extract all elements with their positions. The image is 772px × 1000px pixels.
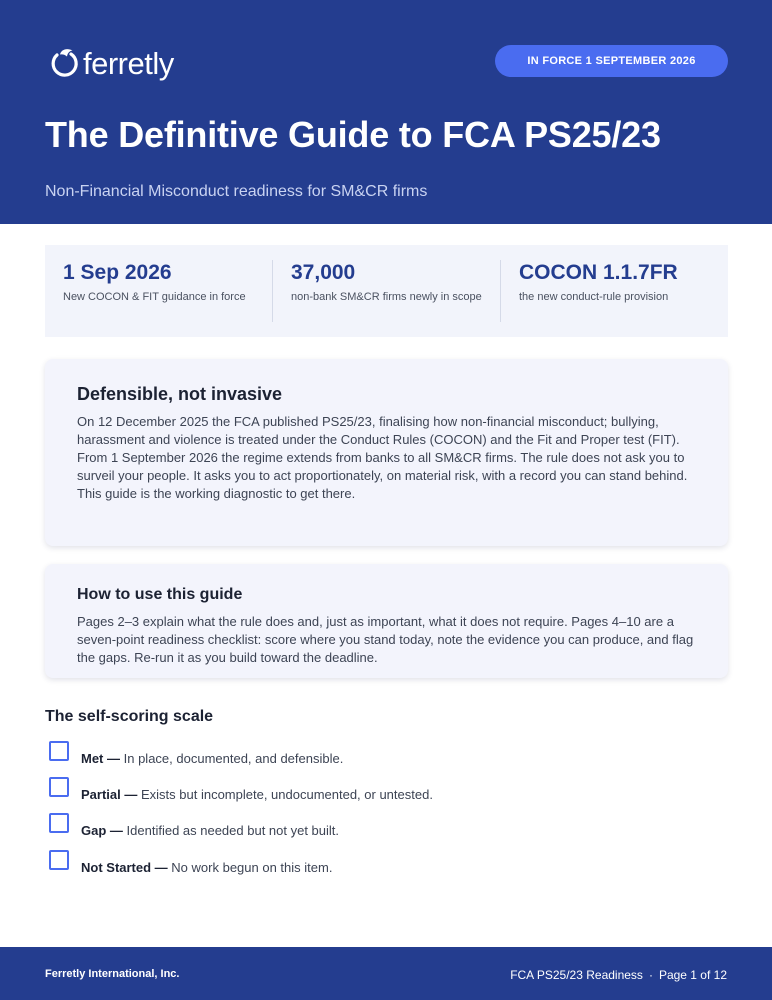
footer-page-number: Page 1 of 12 bbox=[658, 968, 727, 982]
stat-in-force-date bbox=[45, 260, 272, 322]
header-banner bbox=[0, 0, 772, 224]
page-subtitle: Non-Financial Misconduct readiness for SM&CR firms bbox=[45, 183, 428, 200]
footer-separator: · bbox=[648, 968, 653, 982]
scale-term: Partial — bbox=[81, 787, 138, 802]
brand-name: ferretly bbox=[83, 45, 174, 81]
stat-conduct-rule bbox=[500, 260, 728, 322]
intro-card bbox=[45, 359, 728, 546]
scale-term: Not Started — bbox=[81, 860, 168, 875]
stat-value: 37,000 bbox=[291, 261, 356, 284]
page-footer bbox=[0, 947, 772, 1000]
scale-item-not-started bbox=[49, 860, 333, 882]
stat-label: New COCON & FIT guidance in force bbox=[63, 291, 246, 304]
stat-value: COCON 1.1.7FR bbox=[519, 261, 678, 284]
howto-heading: How to use this guide bbox=[77, 586, 243, 603]
footer-doc-title: FCA PS25/23 Readiness bbox=[510, 968, 643, 982]
in-force-badge: IN FORCE 1 SEPTEMBER 2026 bbox=[495, 45, 728, 77]
stat-label: the new conduct-rule provision bbox=[519, 291, 669, 304]
footer-doc-info bbox=[510, 968, 727, 982]
intro-body: On 12 December 2025 the FCA published PS25/23, finalising how non-financial misconduct; bullying, harassment and violence is treated under the Conduct Rules (COCON) and the Fit and Proper test (FIT). From 1 September 2026 the regime extends from banks to all SM&CR firms. The rule does not ask you to surveil your people. It asks you to act proportionately, on material risk, with a record you can stand behind. This guide is the working diagnostic to get there. bbox=[77, 414, 688, 501]
checkbox-icon[interactable] bbox=[49, 813, 69, 833]
checkbox-icon[interactable] bbox=[49, 741, 69, 761]
key-stats bbox=[45, 245, 728, 337]
stat-label: non-bank SM&CR firms newly in scope bbox=[291, 291, 482, 304]
ferretly-logo-icon bbox=[50, 46, 80, 80]
scale-desc: Exists but incomplete, undocumented, or untested. bbox=[140, 787, 433, 802]
stat-firms-in-scope bbox=[272, 260, 500, 322]
page-title: The Definitive Guide to FCA PS25/23 bbox=[45, 114, 661, 155]
intro-heading: Defensible, not invasive bbox=[77, 384, 283, 404]
scale-desc: Identified as needed but not yet built. bbox=[126, 823, 340, 838]
scale-item-partial bbox=[49, 787, 433, 809]
scale-term: Met — bbox=[81, 751, 120, 766]
stat-value: 1 Sep 2026 bbox=[63, 261, 172, 284]
howto-card bbox=[45, 564, 728, 678]
brand-logo[interactable] bbox=[50, 46, 174, 80]
scale-heading: The self-scoring scale bbox=[45, 708, 214, 725]
scale-desc: In place, documented, and defensible. bbox=[123, 751, 344, 766]
checkbox-icon[interactable] bbox=[49, 777, 69, 797]
howto-body: Pages 2–3 explain what the rule does and, just as important, what it does not require. Pages 4–10 are a seven-point readiness checklist: score where you stand today, note the evidence you can produce, and flag the gaps. Re-run it as you build toward the deadline. bbox=[77, 614, 694, 665]
scale-term: Gap — bbox=[81, 823, 123, 838]
checkbox-icon[interactable] bbox=[49, 850, 69, 870]
scale-item-met bbox=[49, 751, 344, 773]
scale-item-gap bbox=[49, 823, 340, 845]
scale-desc: No work begun on this item. bbox=[171, 860, 333, 875]
footer-company: Ferretly International, Inc. bbox=[45, 968, 180, 980]
